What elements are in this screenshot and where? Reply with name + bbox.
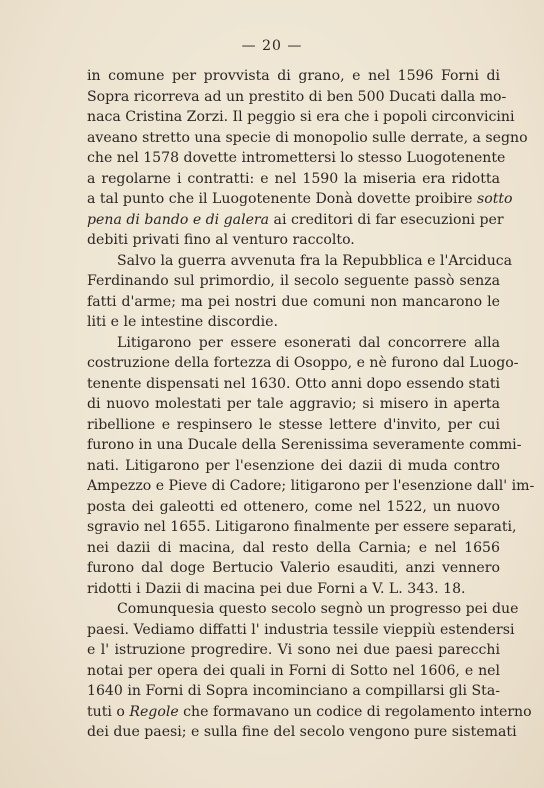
text-line: Litigarono per essere esonerati dal concorrere alla bbox=[117, 334, 500, 351]
italic-phrase: sotto bbox=[476, 191, 513, 207]
text-line: Comunquesia questo secolo segnò un progresso pei due bbox=[117, 601, 519, 617]
text-line: nei dazii di macina, dal resto della Carnia; e nel 1656 bbox=[87, 539, 500, 556]
text-line bbox=[87, 210, 504, 231]
text-line: di nuovo molestati per tale aggravio; si misero in aperta bbox=[87, 396, 500, 412]
italic-phrase: pena di bando e di galera bbox=[87, 211, 270, 228]
text-line: fatti d'arme; ma pei nostri due comuni non mancarono le bbox=[87, 293, 500, 310]
text-line: aveano stretto una specie di monopolio sulle derrate, a segno bbox=[87, 129, 528, 146]
text-line: sgravio nel 1655. Litigarono finalmente per essere separati, bbox=[87, 519, 517, 535]
text-line: naca Cristina Zorzi. Il peggio si era che i popoli circonvicini bbox=[87, 109, 515, 125]
text-line: furono dal doge Bertucio Valerio esauditi, anzi vennero bbox=[87, 560, 500, 576]
text-line: e l' istruzione progredire. Vi sono nei due paesi parecchi bbox=[87, 642, 500, 658]
italic-phrase: Regole bbox=[129, 703, 179, 720]
text-line: in comune per provvista di grano, e nel 1596 Forni di bbox=[87, 68, 500, 84]
page-number: — 20 — bbox=[241, 38, 303, 54]
text-line bbox=[87, 702, 532, 723]
text-run: ai creditori di far esecuzioni per bbox=[269, 211, 504, 228]
text-line: nati. Litigarono per l'esenzione dei dazii di muda contro bbox=[87, 457, 500, 474]
text-line: dei due paesi; e sulla fine del secolo vengono pure sistemati bbox=[87, 724, 517, 740]
text-run: che formavano un codice di regolamento interno bbox=[178, 703, 532, 720]
text-line: Ferdinando sul primordio, il secolo seguente passò senza bbox=[87, 273, 500, 289]
text-line: furono in una Ducale della Serenissima severamente commi- bbox=[87, 437, 522, 453]
text-line: notai per opera dei quali in Forni di Sotto nel 1606, e nel bbox=[87, 662, 500, 679]
text-line bbox=[87, 189, 513, 210]
text-line: a regolarne i contratti: e nel 1590 la miseria era ridotta bbox=[87, 170, 500, 187]
text-run: tuti o bbox=[87, 703, 130, 720]
text-line: liti e le intestine discordie. bbox=[87, 314, 278, 330]
text-line: tenente dispensati nel 1630. Otto anni dopo essendo stati bbox=[87, 375, 500, 392]
body-text bbox=[87, 66, 535, 743]
text-line: Salvo la guerra avvenuta fra la Repubblica e l'Arciduca bbox=[117, 252, 513, 269]
text-line: Sopra ricorreva ad un prestito di ben 500 Ducati dalla mo- bbox=[87, 88, 507, 105]
text-line: Ampezzo e Pieve di Cadore; litigarono per l'esenzione dall' im- bbox=[87, 478, 535, 494]
text-line: ridotti i Dazii di macina pei due Forni a V. L. 343. 18. bbox=[87, 580, 466, 597]
text-line: paesi. Vediamo diffatti l' industria tessile vieppiù estendersi bbox=[87, 621, 515, 638]
text-line: che nel 1578 dovette intromettersi lo stesso Luogotenente bbox=[87, 150, 506, 166]
text-line: posta dei galeotti ed ottenero, come nel 1522, un nuovo bbox=[87, 498, 500, 515]
text-line: costruzione della fortezza di Osoppo, e nè furono dal Luogo- bbox=[87, 355, 519, 371]
text-line: debiti privati fino al venturo raccolto. bbox=[87, 232, 355, 248]
text-line: ribellione e respinsero le stesse lettere d'invito, per cui bbox=[87, 416, 500, 433]
text-run: a tal punto che il Luogotenente Donà dovette proibire bbox=[87, 191, 477, 207]
text-line: 1640 in Forni di Sopra incominciano a compillarsi gli Sta- bbox=[87, 683, 500, 699]
